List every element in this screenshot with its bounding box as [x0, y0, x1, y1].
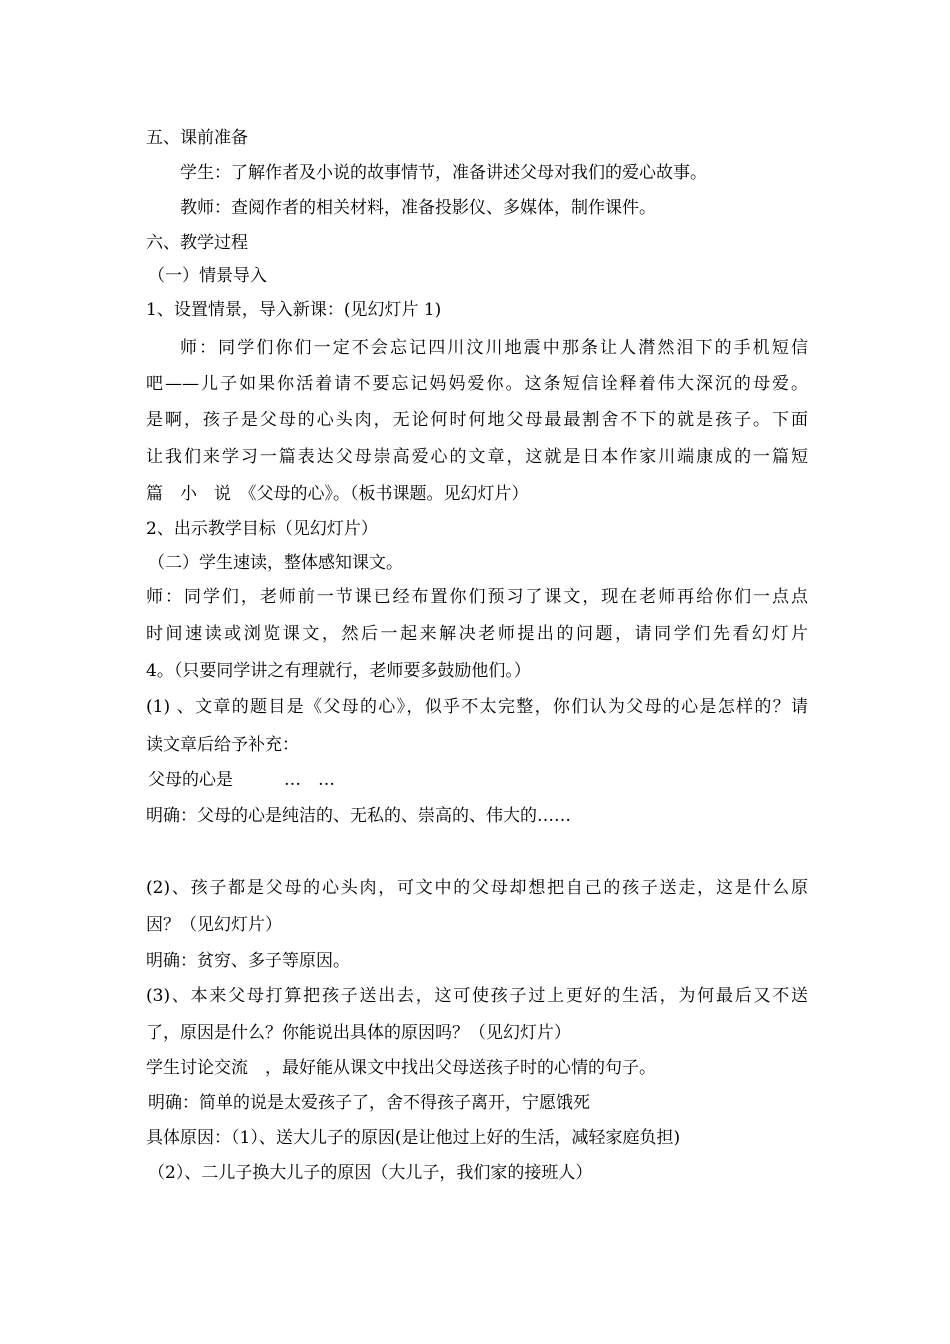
- paragraph-line: 是啊，孩子是父母的心头肉，无论何时何地父母最最割舍不下的就是孩子。下面: [146, 410, 808, 430]
- question-line: (2)、孩子都是父母的心头肉，可文中的父母却想把自己的孩子送走，这是什么原: [146, 878, 808, 898]
- paragraph-line: 吧——儿子如果你活着请不要忘记妈妈爱你。这条短信诠释着伟大深沉的母爱。: [146, 374, 808, 394]
- question-line: (1) 、文章的题目是《父母的心》，似乎不太完整，你们认为父母的心是怎样的？请: [146, 697, 808, 717]
- question-line: (3)、本来父母打算把孩子送出去，这可使孩子过上更好的生活，为何最后又不送: [146, 986, 808, 1006]
- paragraph-line: 读文章后给予补充：: [146, 735, 299, 755]
- paragraph-line: 1、设置情景，导入新课：(见幻灯片 1): [146, 300, 442, 320]
- paragraph-line: 时间速读或浏览课文，然后一起来解决老师提出的问题，请同学们先看幻灯片: [146, 624, 808, 644]
- paragraph-line: 篇 小 说 《父母的心》。（板书课题。见幻灯片）: [146, 484, 529, 504]
- answer-line: 明确：简单的说是太爱孩子了，舍不得孩子离开，宁愿饿死: [148, 1093, 590, 1113]
- paragraph-line: 4。（只要同学讲之有理就行，老师要多鼓励他们。）: [146, 661, 531, 681]
- subsection-heading: （二）学生速读，整体感知课文。: [148, 553, 403, 573]
- subsection-heading: （一）情景导入: [148, 266, 267, 286]
- paragraph-line: 因？（见幻灯片）: [146, 915, 282, 935]
- paragraph-line: 学生讨论交流 ，最好能从课文中找出父母送孩子时的心情的句子。: [146, 1058, 656, 1078]
- paragraph-line: 师：同学们你们一定不会忘记四川汶川地震中那条让人潸然泪下的手机短信: [180, 338, 808, 358]
- answer-line: 明确：父母的心是纯洁的、无私的、崇高的、伟大的……: [146, 806, 571, 826]
- section-heading-preparation: 五、课前准备: [146, 128, 248, 148]
- paragraph-line: 了，原因是什么？你能说出具体的原因吗？（见幻灯片）: [146, 1023, 571, 1043]
- paragraph-line: 2、出示教学目标（见幻灯片）: [146, 519, 378, 539]
- paragraph-line: 父母的心是 … …: [148, 770, 335, 790]
- paragraph-line: （2）、二儿子换大儿子的原因（大儿子，我们家的接班人）: [148, 1163, 593, 1183]
- answer-line: 明确：贫穷、多子等原因。: [146, 951, 350, 971]
- paragraph-line: 教师：查阅作者的相关材料，准备投影仪、多媒体，制作课件。: [180, 198, 656, 218]
- section-heading-process: 六、教学过程: [146, 233, 248, 253]
- paragraph-line: 学生：了解作者及小说的故事情节，准备讲述父母对我们的爱心故事。: [180, 163, 707, 183]
- paragraph-line: 师：同学们，老师前一节课已经布置你们预习了课文，现在老师再给你们一点点: [146, 587, 808, 607]
- paragraph-line: 具体原因：（1）、送大儿子的原因(是让他过上好的生活，减轻家庭负担): [146, 1128, 681, 1148]
- paragraph-line: 让我们来学习一篇表达父母崇高爱心的文章，这就是日本作家川端康成的一篇短: [146, 447, 808, 467]
